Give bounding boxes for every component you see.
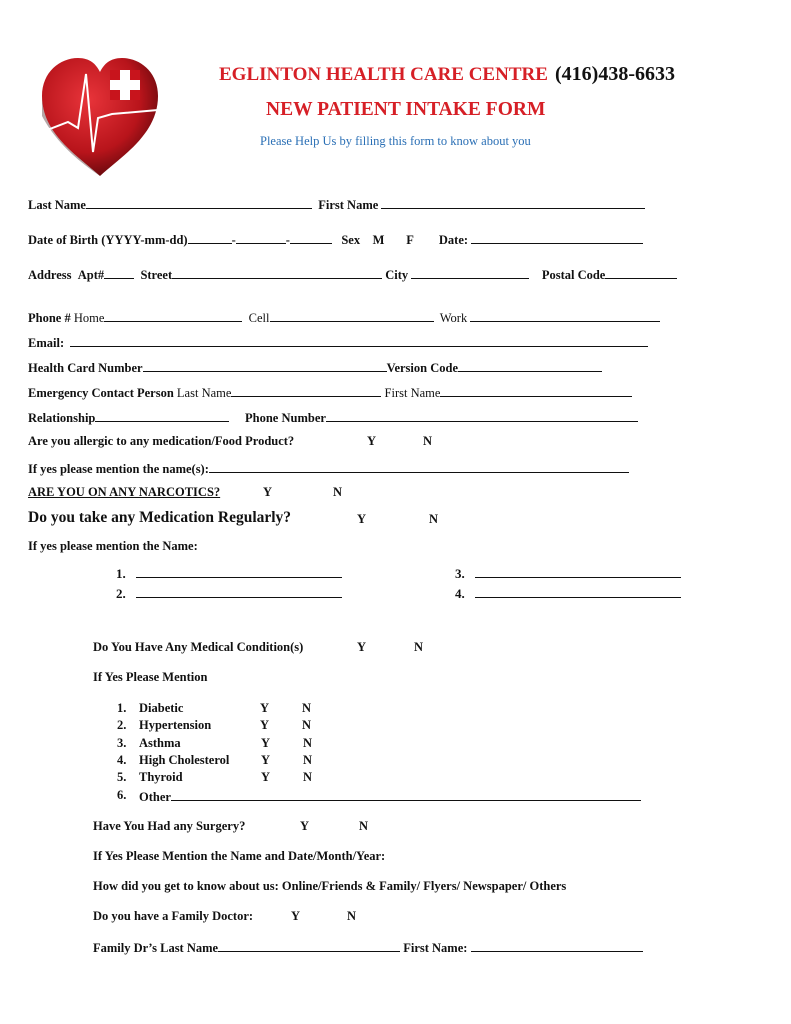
allergy-names-field[interactable]	[209, 460, 629, 473]
health-card-row	[28, 359, 602, 376]
narcotics-question: ARE YOU ON ANY NARCOTICS?	[28, 485, 221, 499]
heart-cross-logo	[38, 56, 162, 178]
dob-year-field[interactable]	[188, 231, 232, 244]
medication-no[interactable]: N	[429, 512, 439, 526]
conditions-question: Do You Have Any Medical Condition(s)	[93, 640, 304, 654]
allergy-names-row	[28, 460, 629, 477]
family-dr-last-label: Family Dr’s Last Name	[93, 941, 219, 955]
ec-phone-field[interactable]	[326, 409, 638, 422]
condition-item: 3.	[117, 736, 127, 750]
conditions-if-yes: If Yes Please Mention	[93, 670, 208, 684]
family-dr-first-field[interactable]	[471, 939, 643, 952]
postal-field[interactable]	[605, 266, 677, 279]
allergy-no[interactable]: N	[423, 434, 433, 448]
conditions-no[interactable]: N	[414, 640, 424, 654]
asthma-no[interactable]: N	[303, 736, 313, 750]
work-label: Work	[439, 311, 468, 325]
family-dr-last-field[interactable]	[218, 939, 400, 952]
condition-other: Other	[139, 790, 171, 804]
first-name-label: First Name	[318, 198, 379, 212]
address-label: Address	[28, 268, 72, 282]
med-line-3: 3.	[455, 565, 681, 582]
hypertension-yes[interactable]: Y	[260, 718, 270, 732]
surgery-yes[interactable]: Y	[300, 819, 310, 833]
surgery-mention: If Yes Please Mention the Name and Date/Month/Year:	[93, 849, 386, 863]
phone-label: Phone #	[28, 311, 71, 325]
narcotics-yes[interactable]: Y	[263, 485, 273, 499]
condition-thyroid: Thyroid	[139, 770, 183, 784]
allergy-names-label: If yes please mention the name(s):	[28, 462, 209, 476]
emergency-row	[28, 384, 632, 401]
allergy-question: Are you allergic to any medication/Food Product?	[28, 434, 295, 448]
diabetic-yes[interactable]: Y	[260, 701, 270, 715]
clinic-name: EGLINTON HEALTH CARE CENTRE	[219, 64, 548, 85]
street-label: Street	[140, 268, 173, 282]
work-phone-field[interactable]	[470, 309, 660, 322]
email-label: Email:	[28, 336, 65, 350]
condition-other-row	[139, 788, 641, 805]
ec-first-field[interactable]	[440, 384, 632, 397]
med-line-2: 2.	[116, 585, 342, 602]
medication-question: Do you take any Medication Regularly?	[28, 509, 292, 526]
name-row	[28, 196, 645, 213]
apt-field[interactable]	[104, 266, 134, 279]
postal-label: Postal Code	[541, 268, 606, 282]
apt-label: Apt#	[77, 268, 105, 282]
family-doctor-question: Do you have a Family Doctor:	[93, 909, 254, 923]
condition-item: 6.	[117, 788, 127, 802]
other-condition-field[interactable]	[171, 788, 641, 801]
thyroid-yes[interactable]: Y	[261, 770, 271, 784]
condition-hypertension: Hypertension	[139, 718, 212, 732]
sex-m-option[interactable]: M	[372, 233, 385, 247]
address-row	[28, 266, 677, 283]
condition-item: 1.	[117, 701, 127, 715]
med-line-4: 4.	[455, 585, 681, 602]
relationship-label: Relationship	[28, 411, 96, 425]
hypertension-no[interactable]: N	[302, 718, 312, 732]
referral-question: How did you get to know about us: Online/Friends & Family/ Flyers/ Newspaper/ Others	[93, 879, 567, 893]
thyroid-no[interactable]: N	[303, 770, 313, 784]
city-field[interactable]	[411, 266, 529, 279]
relationship-row	[28, 409, 638, 426]
surgery-no[interactable]: N	[359, 819, 369, 833]
ec-last-label: Last Name	[176, 386, 232, 400]
phone-number-label: Phone Number	[245, 411, 326, 425]
med-field-3[interactable]	[475, 565, 681, 578]
cholesterol-yes[interactable]: Y	[261, 753, 271, 767]
health-card-field[interactable]	[143, 359, 387, 372]
condition-diabetic: Diabetic	[139, 701, 184, 715]
home-phone-field[interactable]	[104, 309, 242, 322]
version-code-label: Version Code	[386, 361, 458, 375]
diabetic-no[interactable]: N	[302, 701, 312, 715]
narcotics-no[interactable]: N	[333, 485, 343, 499]
first-name-field[interactable]	[381, 196, 645, 209]
med-names-label: If yes please mention the Name:	[28, 539, 198, 553]
city-label: City	[385, 268, 409, 282]
medication-yes[interactable]: Y	[357, 512, 367, 526]
dob-day-field[interactable]	[290, 231, 332, 244]
family-doctor-yes[interactable]: Y	[291, 909, 301, 923]
ec-last-field[interactable]	[231, 384, 381, 397]
condition-item: 4.	[117, 753, 127, 767]
family-dr-first-label: First Name:	[403, 941, 468, 955]
cholesterol-no[interactable]: N	[303, 753, 313, 767]
email-field[interactable]	[70, 334, 648, 347]
family-doctor-row	[93, 939, 643, 956]
email-row	[28, 334, 648, 351]
clinic-phone: (416)438-6633	[555, 63, 675, 85]
dob-row: Date of Birth (YYYY-mm-dd) - - Sex M F Date:	[28, 231, 643, 248]
form-title: NEW PATIENT INTAKE FORM	[266, 99, 546, 120]
med-field-2[interactable]	[136, 585, 342, 598]
dob-month-field[interactable]	[236, 231, 286, 244]
relationship-field[interactable]	[95, 409, 229, 422]
med-field-1[interactable]	[136, 565, 342, 578]
condition-asthma: Asthma	[139, 736, 181, 750]
ec-first-label: First Name	[384, 386, 441, 400]
condition-item: 5.	[117, 770, 127, 784]
sex-label: Sex	[341, 233, 361, 247]
emergency-label: Emergency Contact Person	[28, 386, 174, 400]
condition-cholesterol: High Cholesterol	[139, 753, 230, 767]
dob-label: Date of Birth (YYYY-mm-dd)	[28, 233, 188, 247]
cell-phone-field[interactable]	[270, 309, 434, 322]
health-card-label: Health Card Number	[28, 361, 143, 375]
form-subtitle: Please Help Us by filling this form to know about you	[260, 134, 531, 148]
med-line-1: 1.	[116, 565, 342, 582]
phone-row	[28, 309, 660, 326]
surgery-question: Have You Had any Surgery?	[93, 819, 246, 833]
version-code-field[interactable]	[458, 359, 602, 372]
allergy-row	[28, 434, 294, 449]
condition-item: 2.	[117, 718, 127, 732]
date-field[interactable]	[471, 231, 643, 244]
cell-label: Cell	[248, 311, 270, 325]
allergy-yes[interactable]: Y	[367, 434, 377, 448]
conditions-yes[interactable]: Y	[357, 640, 367, 654]
med-field-4[interactable]	[475, 585, 681, 598]
street-field[interactable]	[172, 266, 382, 279]
family-doctor-no[interactable]: N	[347, 909, 357, 923]
date-label: Date:	[438, 233, 469, 247]
sex-f-option[interactable]: F	[406, 233, 414, 247]
last-name-field[interactable]	[86, 196, 312, 209]
home-label: Home	[73, 311, 105, 325]
asthma-yes[interactable]: Y	[261, 736, 271, 750]
last-name-label: Last Name	[28, 198, 86, 212]
